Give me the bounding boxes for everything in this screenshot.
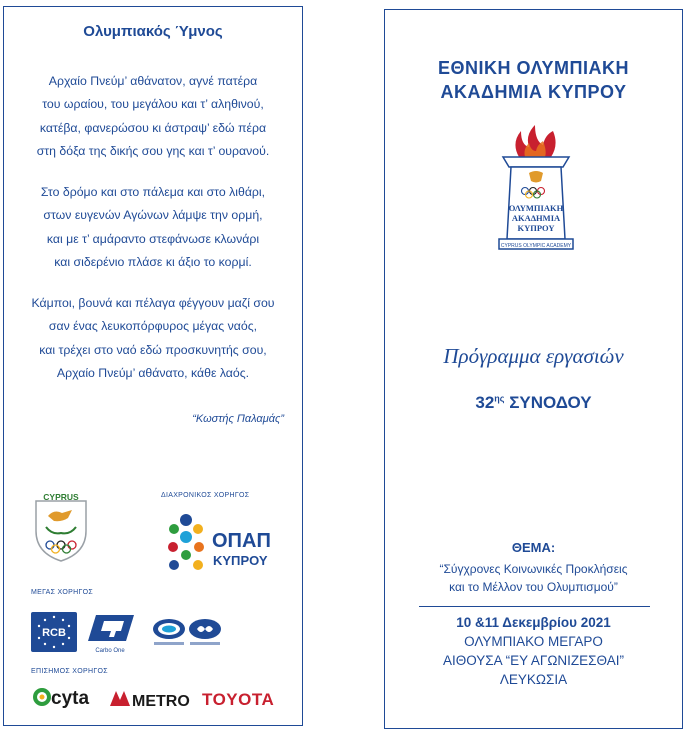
dairy-logos xyxy=(152,618,224,648)
svg-text:TOYOTA: TOYOTA xyxy=(202,690,275,709)
hymn-line: και με τ’ αμάραντο στεφάνωσε κλωνάρι xyxy=(46,231,260,246)
academy-title xyxy=(385,56,682,104)
event-city: ΛΕΥΚΩΣΙΑ xyxy=(499,672,568,687)
svg-text:CYPRUS: CYPRUS xyxy=(43,492,79,502)
svg-text:cyta: cyta xyxy=(51,688,90,709)
svg-text:Carbo One: Carbo One xyxy=(95,648,125,654)
academy-title-line2: ΑΚΑΔΗΜΙΑ ΚΥΠΡΟΥ xyxy=(440,82,627,102)
hymn-line: Αρχαίο Πνεύμ’ αθάνατο, κάθε λαός. xyxy=(56,365,250,380)
rcb-logo xyxy=(31,612,77,652)
session-number: 32 xyxy=(475,393,495,412)
hymn-line: Στο δρόμο και στο πάλεμα και στο λιθάρι, xyxy=(40,185,266,199)
hymn-line: σαν ένας λευκοπόρφυρος μέγας ναός, xyxy=(48,319,258,334)
carbo-one-logo xyxy=(88,611,140,655)
official-sponsor-label: ΕΠΙΣΗΜΟΣ ΧΟΡΗΓΟΣ xyxy=(31,668,108,675)
hymn-panel xyxy=(3,6,303,726)
svg-text:ΟΠΑΠ: ΟΠΑΠ xyxy=(212,530,271,552)
cover-panel xyxy=(384,9,683,729)
event-date: 10 &11 Δεκεμβρίου 2021 xyxy=(456,615,611,630)
hymn-line: στη δόξα της δικής σου γης και τ’ ουρανού. xyxy=(36,143,270,158)
hymn-line: Αρχαίο Πνεύμ’ αθάνατον, αγνέ πατέρα xyxy=(48,74,258,88)
session-word: ΣΥΝΟΔΟΥ xyxy=(509,393,592,412)
divider xyxy=(419,606,650,607)
academy-emblem xyxy=(489,123,583,255)
svg-text:RCB: RCB xyxy=(42,627,66,639)
hymn-line: Κάμποι, βουνά και πέλαγα φέγγουν μαζί σου xyxy=(31,296,275,310)
longtime-sponsor-label: ΔΙΑΧΡΟΝΙΚΟΣ ΧΟΡΗΓΟΣ xyxy=(161,492,250,499)
hymn-stanza-3 xyxy=(4,292,302,385)
session-title xyxy=(385,393,682,413)
theme-line2: και το Μέλλον του Ολυμπισμού” xyxy=(449,580,618,594)
cyprus-olympic-committee-logo xyxy=(32,491,90,563)
svg-text:ΚΥΠΡΟΥ: ΚΥΠΡΟΥ xyxy=(213,553,268,568)
hymn-author: “Κωστής Παλαμάς” xyxy=(192,413,284,425)
hymn-stanza-2 xyxy=(4,181,302,274)
session-ordinal: ης xyxy=(494,393,505,404)
program-title: Πρόγραμμα εργασιών xyxy=(443,344,624,368)
hymn-stanza-1 xyxy=(4,70,302,163)
theme-line1: “Σύγχρονες Κοινωνικές Προκλήσεις xyxy=(439,562,628,576)
theme-text xyxy=(385,560,682,596)
svg-text:ΟΛΥΜΠΙΑΚΗ: ΟΛΥΜΠΙΑΚΗ xyxy=(508,203,564,213)
event-hall: ΑΙΘΟΥΣΑ “ΕΥ ΑΓΩΝΙΖΕΣΘΑΙ” xyxy=(442,653,625,668)
svg-text:ΚΥΠΡΟΥ: ΚΥΠΡΟΥ xyxy=(517,223,555,233)
cyta-logo xyxy=(32,683,102,711)
svg-text:ΑΚΑΔΗΜΙΑ: ΑΚΑΔΗΜΙΑ xyxy=(511,213,561,223)
svg-text:METRO: METRO xyxy=(132,693,190,710)
toyota-logo xyxy=(200,686,284,710)
opap-logo xyxy=(164,511,282,577)
theme-label: ΘΕΜΑ: xyxy=(511,540,556,555)
hymn-line: στων ευγενών Αγώνων λάμψε την ορμή, xyxy=(43,208,263,223)
academy-title-line1: ΕΘΝΙΚΗ ΟΛΥΜΠΙΑΚΗ xyxy=(438,58,629,78)
hymn-line: κατέβα, φανερώσου κι άστραψ’ εδώ πέρα xyxy=(39,120,267,135)
hymn-line: και σιδερένιο πλάσε κι άξιο το κορμί. xyxy=(54,254,252,269)
metro-logo xyxy=(108,688,194,710)
svg-text:CYPRUS OLYMPIC ACADEMY: CYPRUS OLYMPIC ACADEMY xyxy=(500,243,572,249)
hymn-line: του ωραίου, του μεγάλου και τ’ αληθινού, xyxy=(42,97,264,112)
hymn-title: Ολυμπιακός Ύμνος xyxy=(83,23,223,40)
event-venue: ΟΛΥΜΠΙΑΚΟ ΜΕΓΑΡΟ xyxy=(464,634,603,649)
hymn-line: και τρέχει στο ναό εδώ προσκυνητής σου, xyxy=(39,342,267,357)
event-info xyxy=(385,613,682,689)
major-sponsor-label: ΜΕΓΑΣ ΧΟΡΗΓΟΣ xyxy=(31,589,94,596)
